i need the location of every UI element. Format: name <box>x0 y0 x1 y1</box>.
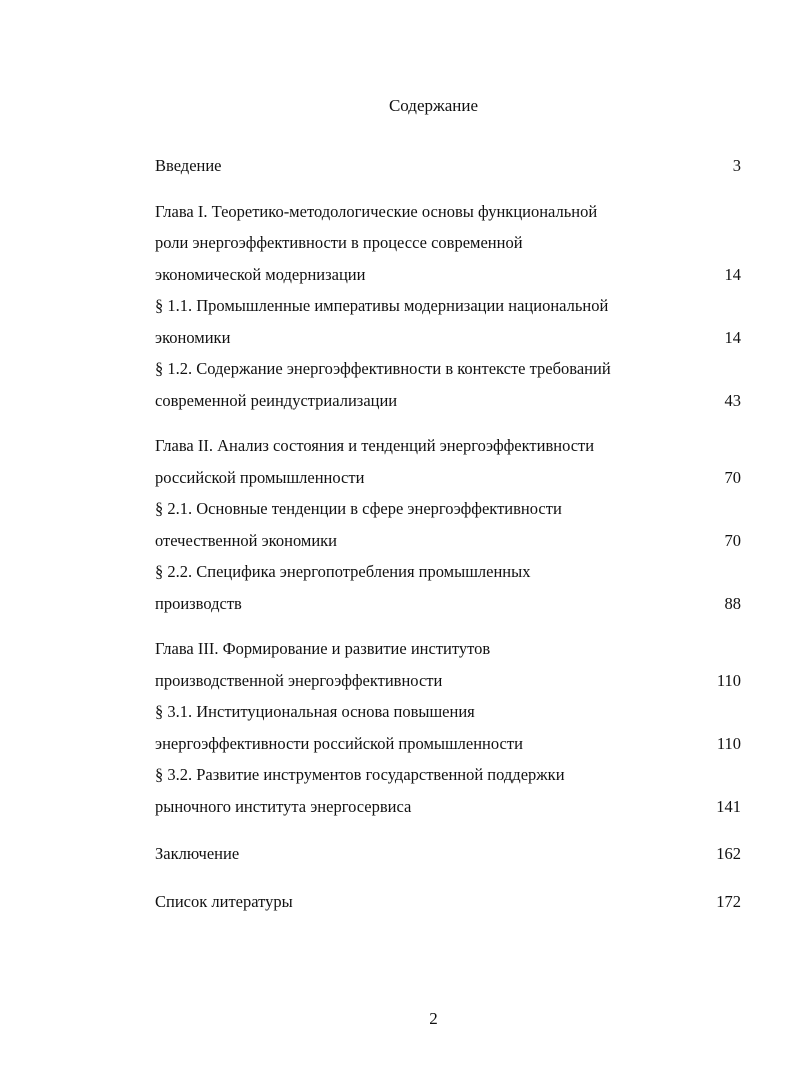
table-of-contents <box>155 150 741 917</box>
toc-entry-page: 70 <box>724 530 741 550</box>
toc-entry-text: § 3.2. Развитие инструментов государственной поддержки рыночного института энергосервиса <box>155 765 565 816</box>
toc-entry-text: Введение <box>155 156 222 175</box>
toc-entry-section-3-2 <box>155 759 741 822</box>
toc-entry-bibliography <box>155 886 741 918</box>
page-number: 2 <box>429 1009 438 1028</box>
toc-entry-section-1-1 <box>155 290 741 353</box>
toc-entry-introduction <box>155 150 741 182</box>
toc-entry-section-2-1 <box>155 493 741 556</box>
toc-entry-text: Список литературы <box>155 891 293 911</box>
toc-entry-text: § 2.1. Основные тенденции в сфере энергоэффективности отечественной экономики <box>155 499 562 550</box>
toc-entry-section-1-2 <box>155 353 741 416</box>
toc-entry-page: 88 <box>724 593 741 613</box>
toc-entry-chapter-3 <box>155 633 741 696</box>
toc-entry-text: § 2.2. Специфика энергопотребления промышленных производств <box>155 562 531 613</box>
toc-entry-page: 162 <box>716 844 741 863</box>
toc-entry-conclusion <box>155 838 741 870</box>
toc-entry-page: 14 <box>724 264 741 284</box>
toc-entry-section-3-1 <box>155 696 741 759</box>
toc-entry-page: 43 <box>724 390 741 410</box>
toc-entry-chapter-1 <box>155 196 741 291</box>
toc-entry-page: 110 <box>716 670 741 690</box>
toc-entry-text: Глава I. Теоретико-методологические основы функциональной роли энергоэффективности в процессе современной экономической модернизации <box>155 201 598 284</box>
toc-entry-chapter-2 <box>155 430 741 493</box>
toc-entry-page: 141 <box>716 796 741 816</box>
toc-title: Содержание <box>388 96 479 115</box>
toc-entry-text: § 1.1. Промышленные императивы модернизации национальной экономики <box>155 296 609 347</box>
toc-entry-text: Глава II. Анализ состояния и тенденций энергоэффективности российской промышленности <box>155 436 595 487</box>
toc-entry-page: 70 <box>724 467 741 487</box>
toc-entry-section-2-2 <box>155 556 741 619</box>
toc-entry-text: § 1.2. Содержание энергоэффективности в контексте требований современной реиндустриализации <box>155 359 611 410</box>
toc-entry-page: 172 <box>716 891 741 911</box>
toc-entry-text: Глава III. Формирование и развитие институтов производственной энергоэффективности <box>155 639 491 690</box>
toc-entry-page: 3 <box>732 156 741 175</box>
toc-entry-text: Заключение <box>155 844 240 863</box>
toc-entry-page: 110 <box>716 733 741 753</box>
toc-entry-page: 14 <box>724 327 741 347</box>
toc-entry-text: § 3.1. Институциональная основа повышения энергоэффективности российской промышленности <box>155 702 523 753</box>
